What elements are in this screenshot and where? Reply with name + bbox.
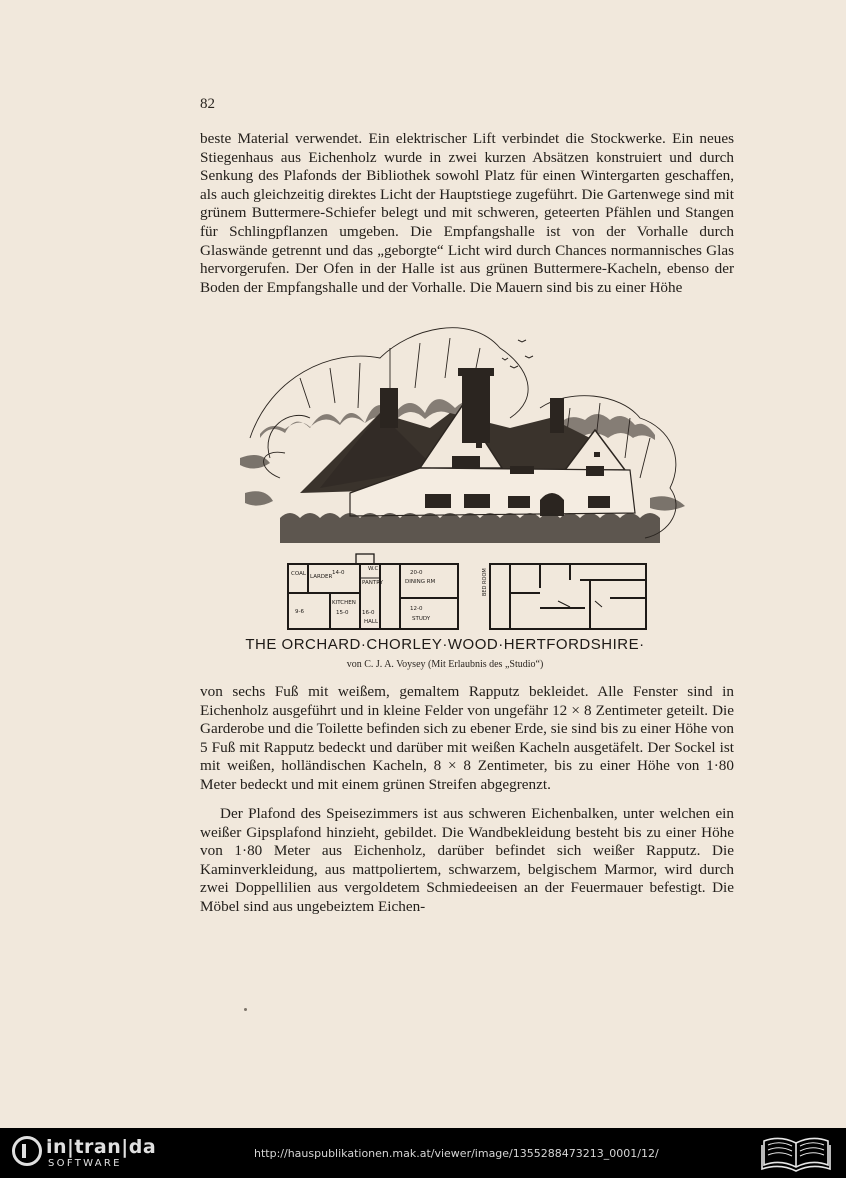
plan-label-bed-room: BED ROOM — [482, 568, 488, 596]
plan-label-wc: W.C. — [368, 566, 381, 572]
paper-speck — [244, 1008, 247, 1011]
plan-label-dim-1: 14-0 — [332, 570, 345, 576]
house-illustration — [240, 318, 690, 648]
text-block-bottom — [200, 805, 734, 917]
viewer-footer — [0, 1128, 846, 1178]
permalink-url[interactable]: http://hauspublikationen.mak.at/viewer/image/1355288473213_0001/12/ — [254, 1147, 659, 1160]
plan-label-dim-3: 15-0 — [336, 610, 349, 616]
plan-label-study: STUDY — [412, 616, 431, 622]
plan-label-coal: COAL — [291, 571, 306, 577]
intranda-badge-icon — [12, 1136, 42, 1166]
plan-label-dim-2: 20-0 — [410, 570, 423, 576]
figure-credit: von C. J. A. Voysey (Mit Erlaubnis des „Studio“) — [346, 659, 544, 670]
plan-label-pantry: PANTRY — [362, 580, 384, 586]
ground-floor-labels — [291, 566, 436, 625]
paragraph-2: von sechs Fuß mit weißem, gemaltem Rapputz bekleidet. Alle Fenster sind in Eichenholz ausgeführt und in kleine Felder von ungefähr 12 × 8 Zentimeter geteilt. Die Garderobe und die Toilette befinden sich zu ebener Erde, sie sind bis zu einer Höhe von 5 Fuß mit Rapputz bedeckt und darüber mit weißen Kacheln ausgetäfelt. Der Sockel ist mit weißen, holländischen Kacheln, 8 × 8 Zentimeter, bis zu einer Höhe von 1·80 Meter bedeckt und mit einem grünen Streifen abgegrenzt. — [200, 683, 734, 793]
paragraph-1: beste Material verwendet. Ein elektrischer Lift verbindet die Stockwerke. Ein neues Stiegenhaus aus Eichenholz wurde in zwei kurzen Absätzen konstruiert und durch Senkung des Plafonds der Bibliothek sowohl Platz für einen Wintergarten geschaffen, als auch gleichzeitig direktes Licht der Hauptstiege zugeführt. Die Gartenwege sind mit grünem Buttermere-Schiefer belegt und mit schweren, geteerten Pfählen und Stangen für Schlingpflanzen umgeben. Die Empfangshalle ist von der Vorhalle durch Glaswände getrennt und das „geborgte“ Licht wird durch Chances normannisches Glas hervorgerufen. Der Ofen in der Halle ist aus grünen Buttermere-Kacheln, ebenso der Boden der Empfangshalle und der Vorhalle. Die Mauern sind bis zu einer Höhe — [200, 130, 734, 296]
plan-label-larder: LARDER — [310, 574, 333, 580]
plan-label-dim-4: 16-0 — [362, 610, 375, 616]
plan-label-dim-5: 9-6 — [295, 609, 304, 615]
logo-main-text: in|tran|da — [46, 1136, 157, 1158]
plan-label-dim-6: 12-0 — [410, 606, 423, 612]
figure-title: THE ORCHARD·CHORLEY·WOOD·HERTFORDSHIRE· — [245, 636, 645, 653]
house — [280, 340, 660, 543]
plan-label-hall: HALL — [364, 619, 379, 625]
plan-label-dining: DINING RM — [405, 579, 436, 585]
intranda-logo[interactable] — [12, 1136, 157, 1170]
paragraph-3: Der Plafond des Speisezimmers ist aus schweren Eichenbalken, unter welchen ein weißer Gipsplafond hinzieht, gebildet. Die Wandbekleidung besteht bis zu einer Höhe von 1·80 Meter aus Eichenholz, darüber befindet sich weißer Rapputz. Die Kaminverkleidung, aus mattpoliertem, schwarzem, belgischem Marmor, wird durch zwei Doppellilien aus vergoldetem Schmiedeeisen an der Feuermauer befestigt. Die Möbel sind aus ungebeiztem Eichen- — [200, 805, 734, 915]
text-block-top — [200, 130, 734, 297]
upper-floor-plan — [490, 564, 646, 629]
open-book-icon[interactable] — [758, 1133, 834, 1173]
page-number: 82 — [200, 96, 215, 112]
text-block-middle — [200, 683, 734, 795]
plan-label-kitchen: KITCHEN — [332, 600, 356, 606]
logo-sub-text: SOFTWARE — [48, 1158, 122, 1169]
